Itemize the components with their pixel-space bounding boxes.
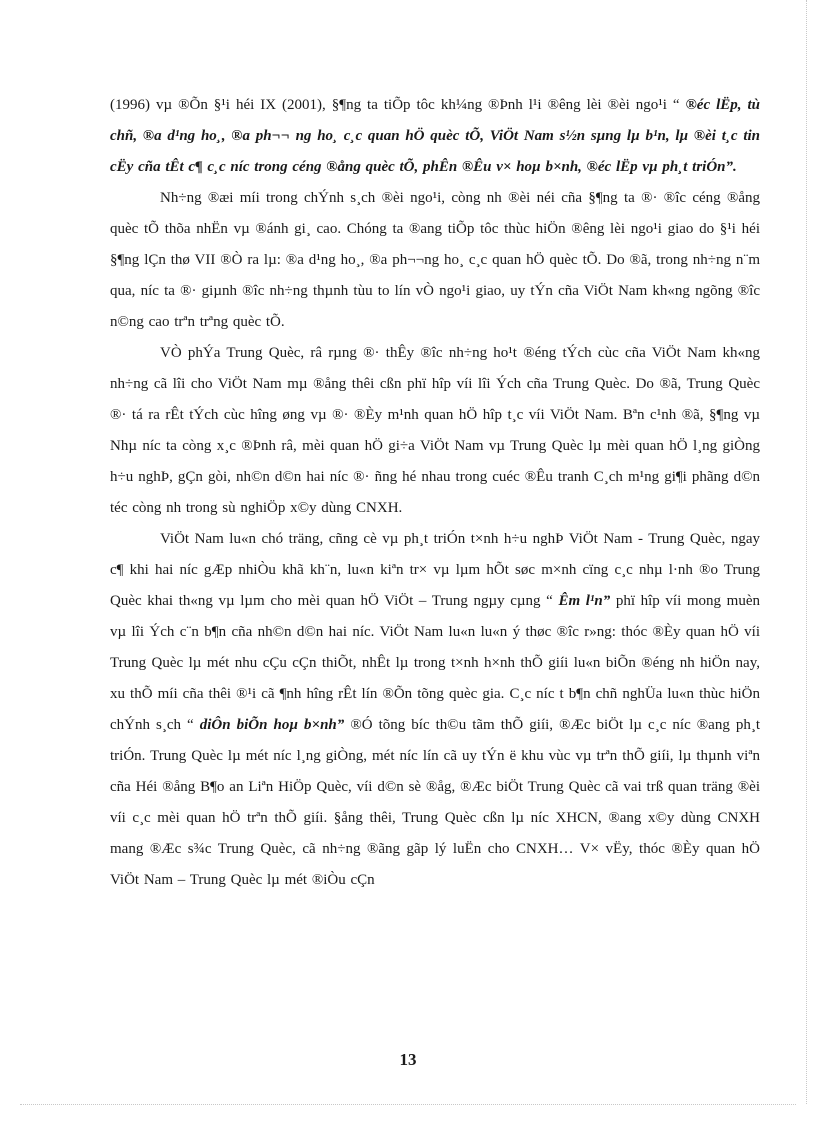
- paragraph-2-text: Nh÷ng ®æi míi trong chÝnh s¸ch ®èi ngo¹i, còng nh ®èi néi cña §¶ng ta ®· ®îc céng ®ång quèc tÕ thõa nhËn vµ ®ánh gi¸ cao. Chóng ta ®ang tiÕp tôc thùc hiÖn ®êng lèi ngo¹i giao do §¹i héi §¶ng lÇn thø VII ®Ò ra lµ: ®a d¹ng ho¸, ®a ph¬¬ng ho¸ c¸c quan hÖ quèc tÕ. Do ®ã, trong nh÷ng n¨m qua, níc ta ®· giµnh ®îc nh÷ng thµnh tùu to lín vÒ ngo¹i giao, uy tÝn cña ViÖt Nam kh«ng ngõng ®îc n©ng cao trªn trªng quèc tÕ.: [110, 190, 760, 330]
- paragraph-3-text: VÒ phÝa Trung Quèc, râ rµng ®· thÊy ®îc nh÷ng ho¹t ®éng tÝch cùc cña ViÖt Nam kh«ng nh÷ng cã lîi cho ViÖt Nam mµ ®ång thêi cßn phï hîp víi lîi Ých cña Trung Quèc. Do ®ã, Trung Quèc ®· tá ra rÊt tÝch cùc hîng øng vµ ®· ®Èy m¹nh quan hÖ hîp t¸c víi ViÖt Nam. Bªn c¹nh ®ã, §¶ng vµ Nhµ níc ta còng x¸c ®Þnh râ, mèi quan hÖ gi÷a ViÖt Nam vµ Trung Quèc lµ mèi quan hÖ l¸ng giÒng h÷u nghÞ, gÇn gòi, nh©n d©n hai níc ®· ñng hé nhau trong cuéc ®Êu tranh C¸ch m¹ng gi¶i phãng d©n téc còng nh trong sù nghiÖp x©y dùng CNXH.: [110, 345, 760, 516]
- paragraph-4-emphasis-1: Êm l¹n”: [558, 593, 611, 609]
- paragraph-4-emphasis-2: diÔn biÕn hoµ b×nh”: [199, 717, 345, 733]
- paragraph-4-text-3: ®Ó tõng bíc th©u tãm thÕ giíi, ®Æc biÖt lµ c¸c níc ®ang ph¸t triÓn. Trung Quèc lµ mét níc l¸ng giÒng, mét níc lín cã uy tÝn ë khu vùc vµ trªn thÕ giíi, lµ thµnh viªn cña Héi ®ång B¶o an Liªn HiÖp Quèc, víi d©n sè ®åg, ®Æc biÖt Trung Quèc cã vai trß quan träng ®èi víi c¸c mèi quan hÖ trªn thÕ giíi. §ång thêi, Trung Quèc cßn lµ níc XHCN, ®ang x©y dùng CNXH mang ®Æc s¾c Trung Quèc, cã nh÷ng ®ãng gãp lý luËn cho CNXH… V× vËy, thóc ®Èy quan hÖ ViÖt Nam – Trung Quèc lµ mét ®iÒu cÇn: [110, 717, 761, 888]
- paragraph-3: [110, 338, 760, 524]
- body-text: [110, 90, 760, 896]
- page-border-right: [806, 0, 807, 1104]
- paragraph-4: [110, 524, 760, 896]
- paragraph-4-text-1: ViÖt Nam lu«n chó träng, cñng cè vµ ph¸t triÓn t×nh h÷u nghÞ ViÖt Nam - Trung Quèc, ngay c¶ khi hai níc gÆp nhiÒu khã kh¨n, lu«n kiªn tr× vµ lµm hÕt søc m×nh cïng c¸c nhµ l·nh ®o Trung Quèc khai th«ng vµ lµm cho mèi quan hÖ ViÖt – Trung ngµy cµng “: [110, 531, 760, 609]
- paragraph-4-text-2: phï hîp víi mong muèn vµ lîi Ých c¨n b¶n cña nh©n d©n hai níc. ViÖt Nam lu«n lu«n ý thøc ®îc r»ng: thóc ®Èy quan hÖ víi Trung Quèc lµ mét nhu cÇu cÇn thiÕt, nhÊt lµ trong t×nh h×nh thÕ giíi lu«n biÕn ®éng nh hiÖn nay, xu thÕ míi cña thêi ®¹i cã ¶nh hîng rÊt lín ®Õn tõng quèc gia. C¸c níc t b¶n chñ nghÜa lu«n thùc hiÖn chÝnh s¸ch “: [110, 593, 760, 733]
- paragraph-1: [110, 90, 760, 183]
- paragraph-2: [110, 183, 760, 338]
- paragraph-1-text-1: (1996) vµ ®Õn §¹i héi IX (2001), §¶ng ta tiÕp tôc kh¼ng ®Þnh l¹i ®êng lèi ®èi ngo¹i “: [110, 97, 680, 113]
- page-number: 13: [399, 1050, 417, 1069]
- page-border-bottom: [20, 1104, 796, 1105]
- paragraph-1-emphasis: ®éc lËp, tù chñ, ®a d¹ng ho¸, ®a ph¬¬ ng ho¸ c¸c quan hÖ quèc tÕ, ViÖt Nam s½n sµng lµ b¹n, lµ ®èi t¸c tin cËy cña tÊt c¶ c¸c níc trong céng ®ång quèc tÕ, phÊn ®Êu v× hoµ b×nh, ®éc lËp vµ ph¸t triÓn”.: [110, 97, 760, 175]
